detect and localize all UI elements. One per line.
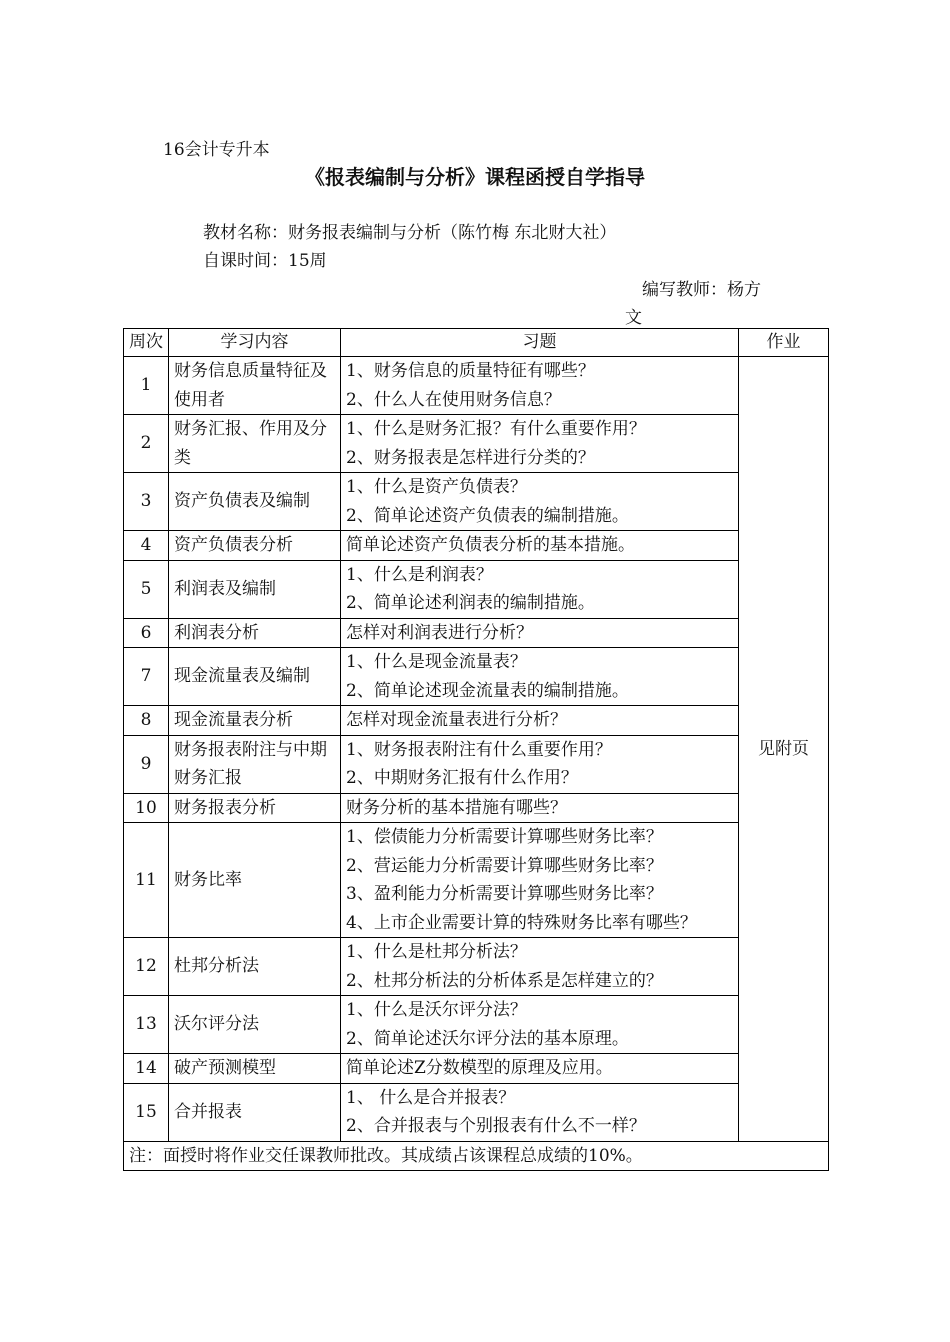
table-row xyxy=(124,938,829,996)
topic-cell: 财务报表分析 xyxy=(169,793,341,823)
table-row xyxy=(124,735,829,793)
week-cell: 14 xyxy=(124,1054,169,1084)
topic-cell: 沃尔评分法 xyxy=(169,996,341,1054)
topic-cell: 财务信息质量特征及使用者 xyxy=(169,357,341,415)
table-row xyxy=(124,531,829,561)
week-cell: 2 xyxy=(124,415,169,473)
course-period: 自课时间：15周 xyxy=(203,251,327,271)
table-row xyxy=(124,706,829,736)
question-line: 3、盈利能力分析需要计算哪些财务比率？ xyxy=(346,884,663,904)
questions-cell xyxy=(341,473,739,531)
document-title: 《报表编制与分析》课程函授自学指导 xyxy=(305,165,645,189)
question-line: 2、什么人在使用财务信息？ xyxy=(346,389,561,410)
week-cell: 15 xyxy=(124,1083,169,1141)
header-week: 周次 xyxy=(124,329,169,357)
table-row xyxy=(124,1054,829,1084)
topic-cell: 资产负债表分析 xyxy=(169,531,341,561)
week-cell: 10 xyxy=(124,793,169,823)
question-line: 财务分析的基本措施有哪些？ xyxy=(346,797,567,818)
question-line: 2、财务报表是怎样进行分类的？ xyxy=(346,447,595,468)
header-topic: 学习内容 xyxy=(169,329,341,357)
questions-cell xyxy=(341,735,739,793)
question-line: 1、什么是杜邦分析法？ xyxy=(346,942,527,962)
question-line: 2、简单论述现金流量表的编制措施。 xyxy=(346,680,629,701)
week-cell: 12 xyxy=(124,938,169,996)
author-line-2: 文 xyxy=(625,308,642,328)
table-row xyxy=(124,1083,829,1141)
table-header-row xyxy=(124,329,829,357)
question-line: 2、简单论述利润表的编制措施。 xyxy=(346,593,595,613)
questions-cell xyxy=(341,648,739,706)
questions-cell xyxy=(341,1054,739,1084)
textbook-info: 教材名称：财务报表编制与分析（陈竹梅 东北财大社） xyxy=(203,223,617,243)
topic-cell: 利润表及编制 xyxy=(169,560,341,618)
questions-cell xyxy=(341,706,739,736)
question-line: 2、营运能力分析需要计算哪些财务比率？ xyxy=(346,855,663,876)
questions-cell xyxy=(341,560,739,618)
table-row xyxy=(124,415,829,473)
question-line: 1、偿债能力分析需要计算哪些财务比率？ xyxy=(346,827,663,847)
topic-cell: 杜邦分析法 xyxy=(169,938,341,996)
study-guide-table xyxy=(123,328,829,1171)
table-body xyxy=(124,357,829,1171)
question-line: 1、财务信息的质量特征有哪些？ xyxy=(346,361,595,381)
table-row xyxy=(124,996,829,1054)
table-row xyxy=(124,560,829,618)
question-line: 1、什么是利润表？ xyxy=(346,564,493,585)
table-row xyxy=(124,618,829,648)
question-line: 2、合并报表与个别报表有什么不一样？ xyxy=(346,1116,646,1136)
topic-cell: 财务报表附注与中期财务汇报 xyxy=(169,735,341,793)
table-row xyxy=(124,473,829,531)
question-line: 简单论述Z分数模型的原理及应用。 xyxy=(346,1058,613,1078)
question-line: 1、 什么是合并报表？ xyxy=(346,1087,516,1108)
week-cell: 13 xyxy=(124,996,169,1054)
question-line: 1、什么是财务汇报？有什么重要作用？ xyxy=(346,419,646,439)
question-line: 2、简单论述沃尔评分法的基本原理。 xyxy=(346,1028,629,1049)
question-line: 1、财务报表附注有什么重要作用？ xyxy=(346,739,612,760)
questions-cell xyxy=(341,996,739,1054)
week-cell: 4 xyxy=(124,531,169,561)
questions-cell xyxy=(341,793,739,823)
question-line: 2、简单论述资产负债表的编制措施。 xyxy=(346,505,629,526)
note-row xyxy=(124,1141,829,1171)
question-line: 怎样对现金流量表进行分析？ xyxy=(346,710,567,730)
topic-cell: 财务比率 xyxy=(169,823,341,938)
week-cell: 7 xyxy=(124,648,169,706)
topic-cell: 利润表分析 xyxy=(169,618,341,648)
question-line: 1、什么是现金流量表？ xyxy=(346,652,527,672)
week-cell: 11 xyxy=(124,823,169,938)
question-line: 1、什么是资产负债表？ xyxy=(346,477,527,497)
table-row xyxy=(124,823,829,938)
questions-cell xyxy=(341,823,739,938)
table-row xyxy=(124,357,829,415)
week-cell: 5 xyxy=(124,560,169,618)
week-cell: 6 xyxy=(124,618,169,648)
question-line: 2、杜邦分析法的分析体系是怎样建立的？ xyxy=(346,970,663,991)
week-cell: 9 xyxy=(124,735,169,793)
topic-cell: 财务汇报、作用及分类 xyxy=(169,415,341,473)
header-homework: 作业 xyxy=(739,329,829,357)
table-row xyxy=(124,793,829,823)
header-questions: 习题 xyxy=(341,329,739,357)
table-note: 注：面授时将作业交任课教师批改。其成绩占该课程总成绩的10%。 xyxy=(124,1141,829,1171)
table-row xyxy=(124,648,829,706)
questions-cell xyxy=(341,1083,739,1141)
week-cell: 8 xyxy=(124,706,169,736)
question-line: 1、什么是沃尔评分法？ xyxy=(346,1000,527,1020)
question-line: 4、上市企业需要计算的特殊财务比率有哪些？ xyxy=(346,912,697,933)
author-line-1: 编写教师：杨方 xyxy=(642,280,761,300)
question-line: 简单论述资产负债表分析的基本措施。 xyxy=(346,535,635,555)
questions-cell xyxy=(341,618,739,648)
questions-cell xyxy=(341,531,739,561)
week-cell: 1 xyxy=(124,357,169,415)
questions-cell xyxy=(341,415,739,473)
question-line: 怎样对利润表进行分析？ xyxy=(346,622,533,643)
topic-cell: 现金流量表及编制 xyxy=(169,648,341,706)
questions-cell xyxy=(341,938,739,996)
topic-cell: 资产负债表及编制 xyxy=(169,473,341,531)
week-cell: 3 xyxy=(124,473,169,531)
questions-cell xyxy=(341,357,739,415)
topic-cell: 现金流量表分析 xyxy=(169,706,341,736)
topic-cell: 合并报表 xyxy=(169,1083,341,1141)
question-line: 2、中期财务汇报有什么作用？ xyxy=(346,768,578,788)
topic-cell: 破产预测模型 xyxy=(169,1054,341,1084)
class-label: 16会计专升本 xyxy=(163,140,270,160)
homework-cell: 见附页 xyxy=(739,357,829,1142)
